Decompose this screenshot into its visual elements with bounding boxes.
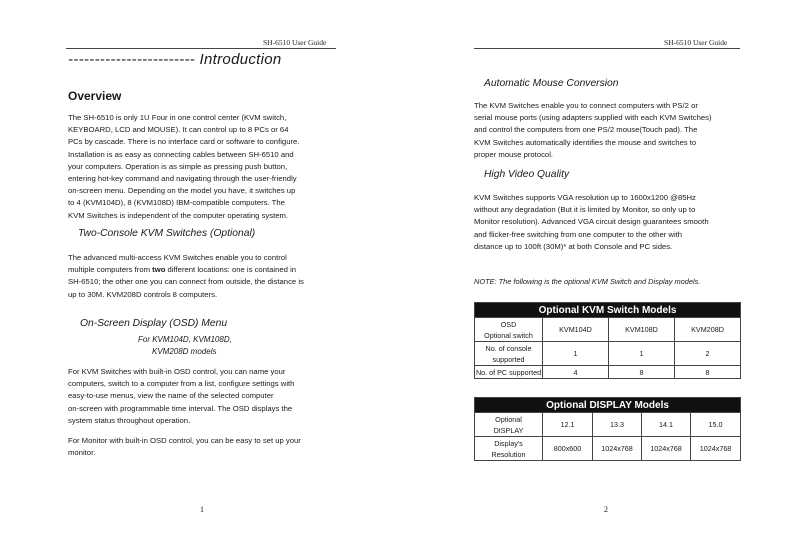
left-page-number: 1 xyxy=(200,505,204,514)
row-label-line: Display's xyxy=(494,438,523,448)
overview-line: your computers. Operation is as simple as pressing push button, xyxy=(68,161,288,171)
row-label xyxy=(475,342,543,366)
table-row xyxy=(475,413,741,437)
table-row xyxy=(475,437,741,461)
table-cell: 8 xyxy=(675,366,741,379)
table-cell: 2 xyxy=(675,342,741,366)
row-label xyxy=(475,318,543,342)
mouse-conversion-heading: Automatic Mouse Conversion xyxy=(484,78,619,89)
table-cell: 1 xyxy=(609,342,675,366)
row-label xyxy=(475,413,543,437)
two-console-text: different locations: one is contained in xyxy=(165,265,297,275)
row-label-line: No. of console xyxy=(485,343,532,353)
introduction-title: ------------------------ Introduction xyxy=(68,51,282,68)
row-label-line: OSD xyxy=(500,319,517,329)
monitor-line: For Monitor with built-in OSD control, you can be easy to set up your xyxy=(68,436,301,445)
two-console-emphasis: two xyxy=(152,265,166,275)
display-table-title: Optional DISPLAY Models xyxy=(475,398,741,413)
table-cell: 1024x768 xyxy=(642,437,691,461)
table-cell: 12.1 xyxy=(543,413,593,437)
table-row xyxy=(475,366,741,379)
two-console-paragraph xyxy=(68,252,334,301)
row-label-line: Resolution xyxy=(491,449,526,459)
osd-line: system status throughout operation. xyxy=(68,415,191,425)
table-cell: 15.0 xyxy=(691,413,741,437)
two-console-line: up to 30M. KVM208D controls 8 computers. xyxy=(68,289,218,299)
video-line: KVM Switches supports VGA resolution up to 1600x1200 @85Hz xyxy=(474,193,696,202)
mouse-line: The KVM Switches enable you to connect computers with PS/2 or xyxy=(474,101,698,110)
two-console-heading: Two-Console KVM Switches (Optional) xyxy=(78,228,256,239)
kvm-models-table xyxy=(474,302,741,379)
display-models-table xyxy=(474,397,741,461)
osd-heading: On-Screen Display (OSD) Menu xyxy=(80,318,228,329)
table-cell: KVM108D xyxy=(609,318,675,342)
video-line: distance up to 100ft (30M)* at both Console and PC sides. xyxy=(474,241,673,251)
row-label-line: DISPLAY xyxy=(493,425,524,435)
right-page-header: SH-6510 User Guide xyxy=(664,38,728,47)
osd-line: computers, switch to a computer from a list, configure settings with xyxy=(68,379,295,389)
mouse-line: proper mouse protocol. xyxy=(474,149,554,159)
overview-paragraph xyxy=(68,112,334,222)
table-cell: 4 xyxy=(543,366,609,379)
table-cell: KVM208D xyxy=(675,318,741,342)
row-label-line: Optional switch xyxy=(484,330,533,340)
video-quality-paragraph xyxy=(474,192,740,253)
right-page xyxy=(404,0,808,544)
table-title-row xyxy=(475,303,741,318)
right-header-rule xyxy=(474,48,740,49)
monitor-line: monitor. xyxy=(68,448,96,458)
table-cell: KVM104D xyxy=(543,318,609,342)
mouse-conversion-paragraph xyxy=(474,100,740,161)
row-label-line: Optional xyxy=(495,414,522,424)
osd-line: on-screen with programmable time interval. The OSD displays the xyxy=(68,403,293,413)
two-console-line: The advanced multi-access KVM Switches enable you to control xyxy=(68,253,287,262)
table-title-row xyxy=(475,398,741,413)
overview-line: KVM Switches is independent of the computer operating system. xyxy=(68,210,289,220)
row-label-line: supported xyxy=(492,354,525,364)
overview-line: KEYBOARD, LCD and MOUSE). It can control up to 8 PCs or 64 xyxy=(68,125,289,135)
video-line: without any degradation (But it is limited by Monitor, so only up to xyxy=(474,205,696,215)
video-quality-heading: High Video Quality xyxy=(484,169,570,180)
overview-line: to 4 (KVM104D), 8 (KVM108D) IBM-compatible computers. The xyxy=(68,198,285,208)
table-cell: 14.1 xyxy=(642,413,691,437)
osd-line: easy-to-use menus, view the name of the selected computer xyxy=(68,391,274,401)
mouse-line: KVM Switches automatically identifies the mouse and switches to xyxy=(474,137,697,147)
osd-subheading-2: KVM208D models xyxy=(152,347,217,356)
overview-line: Installation is as easy as connecting cables between SH-6510 and xyxy=(68,149,294,159)
models-note: NOTE: The following is the optional KVM Switch and Display models. xyxy=(474,277,701,286)
table-row xyxy=(475,342,741,366)
right-page-number: 2 xyxy=(604,505,608,514)
overview-line: The SH-6510 is only 1U Four in one control center (KVM switch, xyxy=(68,113,287,122)
table-cell: 13.3 xyxy=(593,413,642,437)
overview-heading: Overview xyxy=(68,89,122,103)
two-console-text: multiple computers from xyxy=(68,265,153,275)
table-cell: 1 xyxy=(543,342,609,366)
video-line: Monitor resolution). Advanced VGA circuit design guarantees smooth xyxy=(474,217,709,227)
row-label-line: No. of PC supported xyxy=(475,367,542,377)
overview-line: on-screen menu. Depending on the model you have, it switches up xyxy=(68,186,296,196)
kvm-table-title: Optional KVM Switch Models xyxy=(475,303,741,318)
table-cell: 800x600 xyxy=(543,437,593,461)
row-label xyxy=(475,366,543,379)
two-console-line: SH-6510; the other one you can connect from outside, the distance is xyxy=(68,277,304,287)
table-cell: 8 xyxy=(609,366,675,379)
osd-line: For KVM Switches with built-in OSD control, you can name your xyxy=(68,367,286,376)
osd-paragraph xyxy=(68,366,334,427)
video-line: and flicker-free switching from one computer to the other with xyxy=(474,229,683,239)
osd-subheading-1: For KVM104D, KVM108D, xyxy=(138,335,232,344)
table-row xyxy=(475,318,741,342)
left-header-rule xyxy=(66,48,336,49)
table-cell: 1024x768 xyxy=(691,437,741,461)
table-cell: 1024x768 xyxy=(593,437,642,461)
left-page-header: SH-6510 User Guide xyxy=(263,38,327,47)
mouse-line: and control the computers from one PS/2 mouse(Touch pad). The xyxy=(474,125,698,135)
mouse-line: serial mouse ports (using adapters supplied with each KVM Switches) xyxy=(474,113,712,123)
row-label xyxy=(475,437,543,461)
overview-line: PCs by cascade. There is no interface card or software to configure. xyxy=(68,137,300,147)
overview-line: entering hot-key command and navigating through the user-friendly xyxy=(68,174,297,184)
monitor-paragraph xyxy=(68,435,334,459)
two-console-line xyxy=(68,264,334,276)
